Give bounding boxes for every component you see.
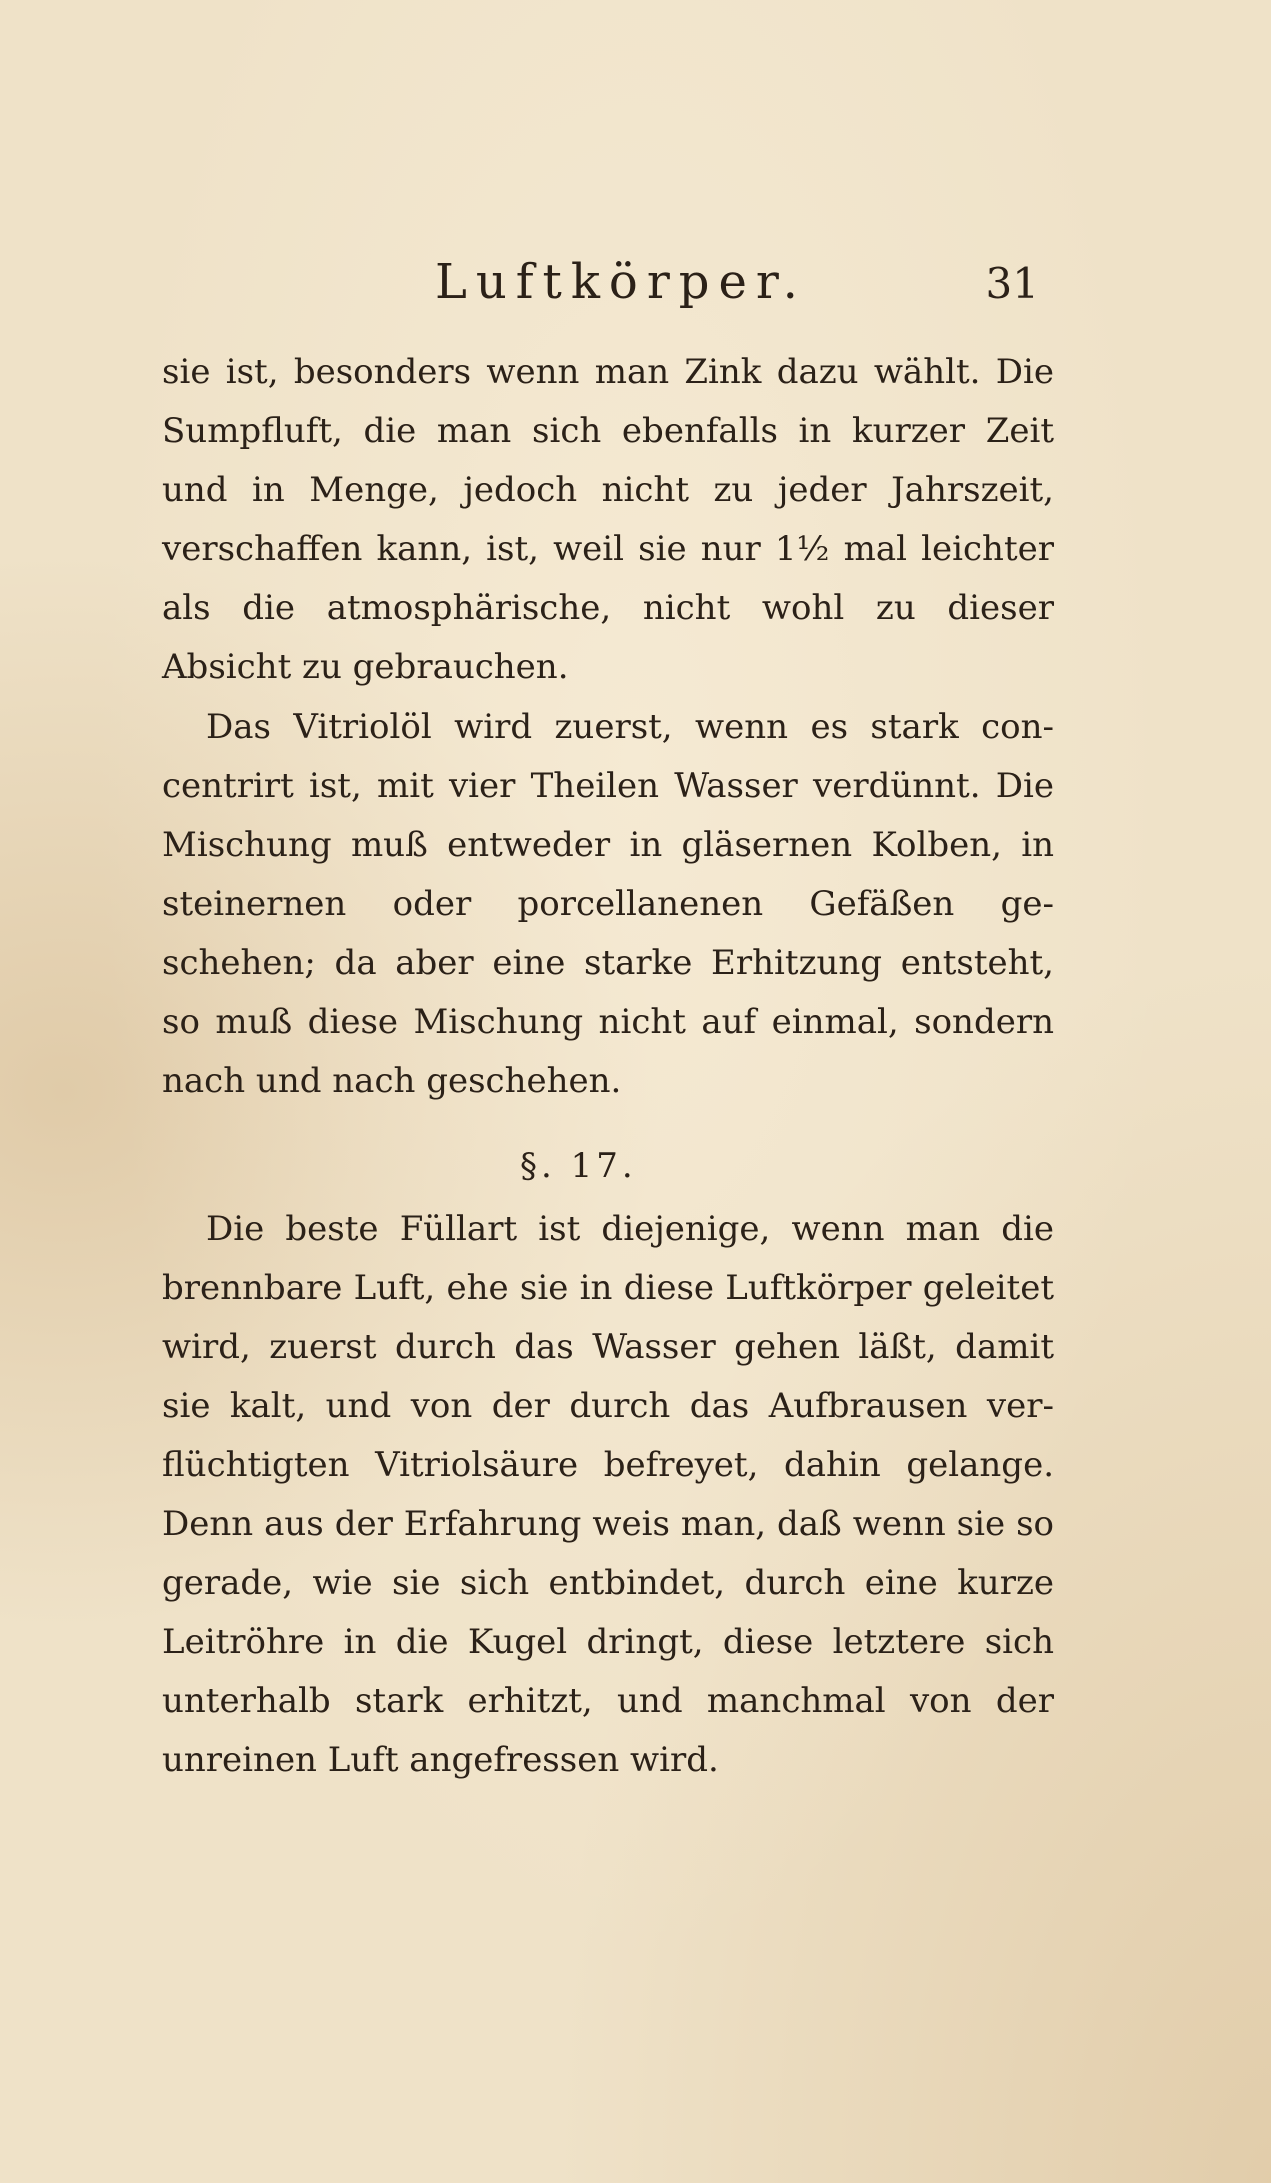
section-heading: §. 17. [520,1146,637,1186]
text-block-2 [162,698,1054,1111]
text-block-3 [162,1200,1054,1790]
paragraph-vitriol: Das Vitriolöl wird zuerst, wenn es stark concentrirt ist, mit vier Theilen Wasser verdünnt. Die Mischung muß entweder in gläsernen Kolben, in steinernen oder porcellanenen Gefäßen geschehen; da aber eine starke Erhitzung entsteht, so muß diese Mischung nicht auf einmal, sondern nach und nach geschehen. [162,707,1054,1101]
page-header [160,252,1039,322]
running-title: Luftkörper. [435,254,807,310]
paragraph-filling: Die beste Füllart ist diejenige, wenn man die brennbare Luft, ehe sie in diese Luftkörper geleitet wird, zuerst durch das Wasser gehen läßt, damit sie kalt, und von der durch das Aufbrausen verflüchtigten Vitriolsäure befreyet, dahin gelange. Denn aus der Erfahrung weis man, daß wenn sie so gerade, wie sie sich entbindet, durch eine kurze Leitröhre in die Kugel dringt, diese letztere sich unterhalb stark erhitzt, und manchmal von der unreinen Luft angefressen wird. [162,1209,1054,1780]
page-number: 31 [985,259,1039,308]
text-block-1 [162,343,1054,697]
paragraph-continuation: sie ist, besonders wenn man Zink dazu wählt. Die Sumpfluft, die man sich ebenfalls in kurzer Zeit und in Menge, jedoch nicht zu jeder Jahrszeit, verschaffen kann, ist, weil sie nur 1½ mal leichter als die atmosphärische, nicht wohl zu dieser Absicht zu gebrauchen. [162,352,1054,687]
